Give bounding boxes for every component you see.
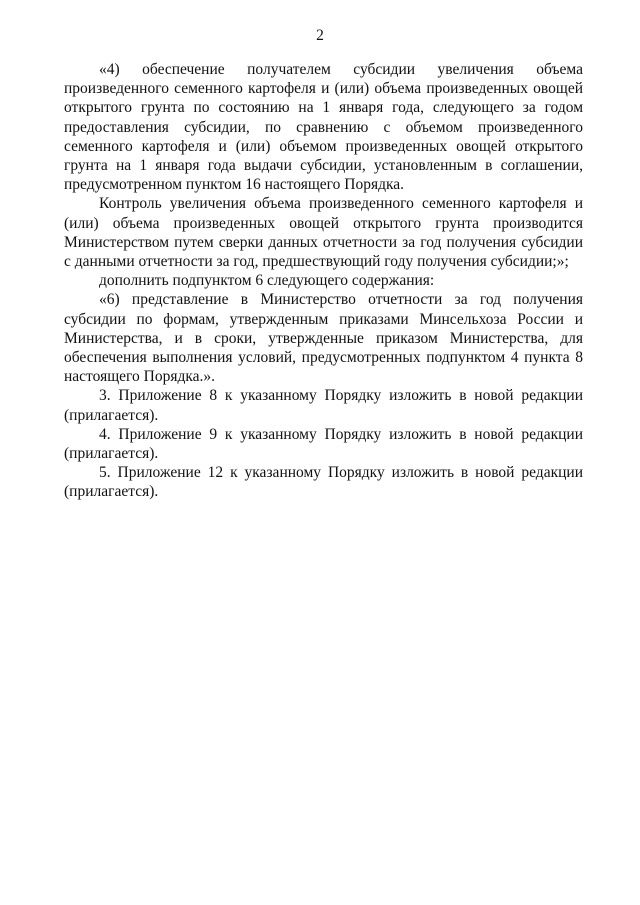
document-body [64, 60, 583, 502]
page-number: 2 [316, 27, 324, 44]
paragraph-control: Контроль увеличения объема произведенного семенного картофеля и (или) объема произведенных овощей открытого грунта производится Министерством путем сверки данных отчетности за год получения субсидии с данными отчетности за год, предшествующий году получения субсидии;»; [64, 195, 583, 271]
paragraph-appendix-8: 3. Приложение 8 к указанному Порядку изложить в новой редакции (прилагается). [64, 387, 583, 424]
paragraph-subsidy-condition-6: «6) представление в Министерство отчетности за год получения субсидии по формам, утвержденным приказами Минсельхоза России и Министерства, и в сроки, утвержденные приказом Министерства, для обеспечения выполнения условий, предусмотренных подпунктом 4 пункта 8 настоящего Порядка.». [64, 291, 583, 386]
paragraph-subsidy-condition-4: «4) обеспечение получателем субсидии увеличения объема произведенного семенного картофеля и (или) объема произведенных овощей открытого грунта по состоянию на 1 января года, следующего за годом предоставления субсидии, по сравнению с объемом произведенного семенного картофеля и (или) объемом произведенных овощей открытого грунта на 1 января года выдачи субсидии, установленным в соглашении, предусмотренном пунктом 16 настоящего Порядка. [64, 61, 583, 194]
paragraph-appendix-9: 4. Приложение 9 к указанному Порядку изложить в новой редакции (прилагается). [64, 425, 583, 463]
paragraph-add-subpoint-6: дополнить подпунктом 6 следующего содержания: [99, 272, 435, 290]
paragraph-appendix-12: 5. Приложение 12 к указанному Порядку изложить в новой редакции (прилагается). [64, 464, 583, 501]
